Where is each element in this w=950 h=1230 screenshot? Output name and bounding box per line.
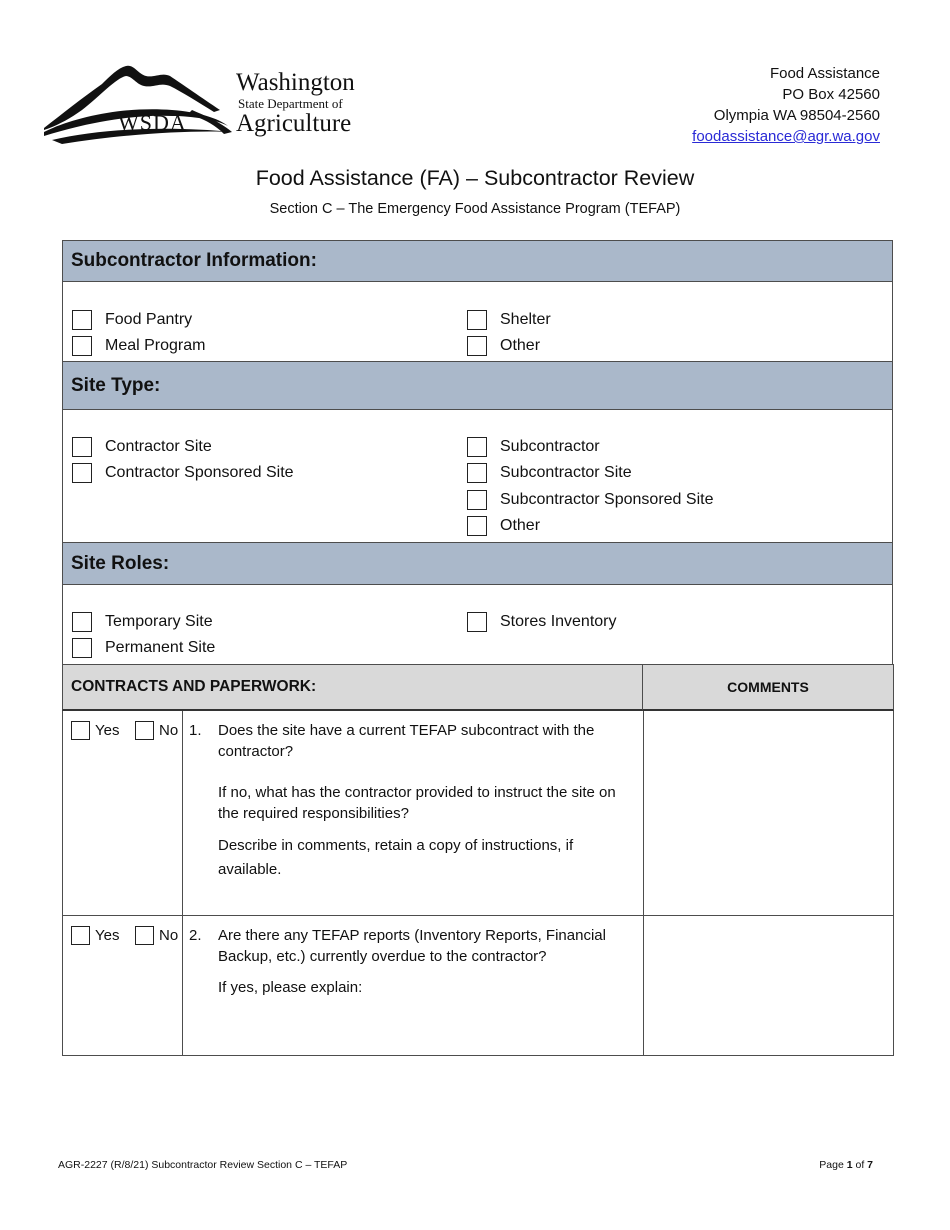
checkbox-label: Food Pantry — [105, 311, 193, 328]
checkbox-label: Subcontractor Sponsored Site — [500, 491, 714, 508]
checkbox-box[interactable] — [72, 310, 92, 330]
form-identifier: AGR-2227 (R/8/21) Subcontractor Review Section C – TEFAP — [58, 1159, 348, 1171]
subcontractor-info-body — [62, 282, 893, 362]
table-row — [62, 711, 894, 916]
checkbox-box[interactable] — [467, 437, 487, 457]
checkbox-label: Other — [500, 337, 541, 354]
checkbox-box[interactable] — [467, 490, 487, 510]
site-type-heading: Site Type: — [62, 361, 893, 410]
checkbox-box[interactable] — [72, 437, 92, 457]
checkbox-box[interactable] — [71, 721, 90, 740]
question-number: 1. — [189, 722, 202, 739]
checkbox-box[interactable] — [71, 926, 90, 945]
wsda-logo — [42, 62, 362, 144]
column-divider — [182, 916, 183, 1055]
yes-label: Yes — [95, 722, 120, 739]
address-block — [692, 63, 880, 147]
page-title: Food Assistance (FA) – Subcontractor Review — [255, 166, 695, 190]
comments-cell[interactable] — [644, 711, 893, 915]
logo-line-washington: Washington — [236, 69, 355, 96]
site-roles-body — [62, 585, 893, 665]
checkbox-subcontractor-sponsored-site[interactable] — [467, 489, 714, 511]
address-line-2: PO Box 42560 — [782, 86, 880, 103]
page-prefix: Page — [819, 1159, 847, 1171]
address-line-3: Olympia WA 98504-2560 — [713, 107, 880, 124]
checkbox-box[interactable] — [467, 310, 487, 330]
logo-line-department: State Department of — [238, 96, 343, 111]
checkbox-box[interactable] — [467, 612, 487, 632]
checkbox-temporary-site[interactable] — [72, 611, 213, 633]
site-type-body — [62, 410, 893, 543]
checkbox-permanent-site[interactable] — [72, 637, 216, 659]
checkbox-food-pantry[interactable] — [72, 309, 193, 331]
page-of: of — [852, 1159, 868, 1171]
checkbox-label: Permanent Site — [105, 639, 216, 656]
checkbox-other-site-type[interactable] — [467, 515, 541, 537]
column-divider — [182, 711, 183, 915]
site-roles-heading: Site Roles: — [62, 542, 893, 585]
checkbox-label: Shelter — [500, 311, 551, 328]
checkbox-box[interactable] — [467, 463, 487, 483]
question-followup: If yes, please explain: — [218, 979, 363, 996]
question-followup: If no, what has the contractor provided to instruct the site on the required responsibilities? — [218, 784, 616, 822]
logo-acronym: WSDA — [118, 110, 187, 135]
comments-cell[interactable] — [644, 916, 893, 1055]
checkbox-meal-program[interactable] — [72, 335, 206, 357]
address-line-1: Food Assistance — [769, 65, 880, 82]
email-link[interactable]: foodassistance@agr.wa.gov — [692, 128, 880, 145]
no-label: No — [159, 927, 179, 944]
no-label: No — [159, 722, 179, 739]
checkbox-other-info[interactable] — [467, 335, 541, 357]
checkbox-label: Stores Inventory — [500, 613, 617, 630]
checkbox-label: Other — [500, 517, 541, 534]
checkbox-subcontractor[interactable] — [467, 436, 600, 458]
checkbox-box[interactable] — [72, 612, 92, 632]
checkbox-label: Contractor Sponsored Site — [105, 464, 294, 481]
checkbox-box[interactable] — [72, 336, 92, 356]
checkbox-box[interactable] — [135, 721, 154, 740]
checkbox-box[interactable] — [72, 638, 92, 658]
checkbox-label: Meal Program — [105, 337, 206, 354]
checkbox-box[interactable] — [467, 516, 487, 536]
checkbox-box[interactable] — [72, 463, 92, 483]
checkbox-subcontractor-site[interactable] — [467, 462, 632, 484]
logo-line-agriculture: Agriculture — [236, 110, 352, 137]
question-text: Are there any TEFAP reports (Inventory Reports, Financial Backup, etc.) currently overdue to the contractor? — [218, 927, 606, 965]
checkbox-stores-inventory[interactable] — [467, 611, 617, 633]
checkbox-label: Temporary Site — [105, 613, 213, 630]
logo-wordmark — [236, 70, 355, 137]
checkbox-box[interactable] — [467, 336, 487, 356]
question-text: Does the site have a current TEFAP subcontract with the contractor? — [218, 722, 595, 760]
page-current: 1 — [846, 1159, 853, 1171]
question-number: 2. — [189, 927, 202, 944]
checkbox-label: Contractor Site — [105, 438, 212, 455]
page-number — [819, 1159, 873, 1171]
table-row — [62, 916, 894, 1056]
checkbox-label: Subcontractor Site — [500, 464, 632, 481]
checkbox-contractor-sponsored-site[interactable] — [72, 462, 294, 484]
comments-heading: COMMENTS — [642, 664, 894, 711]
checkbox-label: Subcontractor — [500, 438, 600, 455]
checkbox-contractor-site[interactable] — [72, 436, 212, 458]
question-instruction: Describe in comments, retain a copy of instructions, if available. — [218, 837, 574, 878]
yes-label: Yes — [95, 927, 120, 944]
page-total: 7 — [867, 1159, 873, 1171]
subcontractor-info-heading: Subcontractor Information: — [62, 240, 893, 282]
checkbox-shelter[interactable] — [467, 309, 551, 331]
page-subtitle: Section C – The Emergency Food Assistance Program (TEFAP) — [269, 201, 681, 217]
checkbox-box[interactable] — [135, 926, 154, 945]
contracts-paperwork-heading: CONTRACTS AND PAPERWORK: — [62, 664, 643, 711]
